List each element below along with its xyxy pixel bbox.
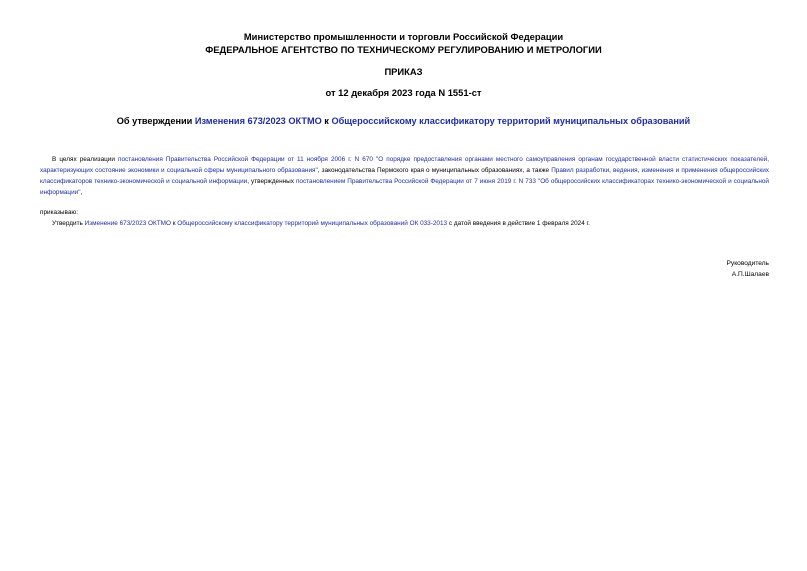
preamble-paragraph — [40, 154, 769, 198]
signature-position: Руководитель — [726, 260, 769, 267]
order-paragraph — [40, 218, 769, 229]
title-link-change[interactable]: Изменения 673/2023 ОКТМО — [194, 116, 322, 126]
order-link-classifier[interactable]: Общероссийскому классификатору территорий муниципальных образований ОК 033-2013 — [177, 220, 448, 227]
document-title — [0, 115, 807, 127]
preamble-text-1: В целях реализации — [52, 156, 118, 163]
document-type: ПРИКАЗ — [384, 66, 423, 77]
title-link-classifier[interactable]: Общероссийскому классификатору территорий муниципальных образований — [331, 116, 691, 126]
title-middle: к — [321, 116, 332, 126]
preamble-text-2: , законодательства Пермского края о муниципальных образованиях, а также — [317, 167, 552, 174]
ministry-name: Министерство промышленности и торговли Российской Федерации — [243, 31, 564, 42]
order-text-1: Утвердить — [52, 220, 85, 227]
order-text-3: с датой введения в действие 1 февраля 2024 г. — [447, 220, 590, 227]
order-text-2: к — [170, 220, 178, 227]
order-link-change[interactable]: Изменение 673/2023 ОКТМО — [84, 220, 171, 227]
preamble-text-3: , утвержденных — [247, 178, 296, 185]
preamble-link-rules[interactable]: Правил разработки, ведения, изменения и применения общероссийских классификаторов технико-экономической и социальной информации — [40, 167, 769, 185]
preamble-link-resolution-733[interactable]: постановлением Правительства Российской Федерации от 7 июня 2019 г. N 733 "Об общероссийских классификаторах технико-экономической и социальной информации" — [40, 178, 769, 196]
signature-name: А.П.Шалаев — [731, 271, 769, 278]
preamble-link-resolution-670[interactable]: постановления Правительства Российской Федерации от 11 ноября 2006 г. N 670 "О порядке предоставления органами местного самоуправления органам государственной власти статистических показателей, характеризующих состояние экономики и социальной сферы муниципального образования" — [40, 156, 769, 174]
preamble-text-4: , — [80, 189, 83, 196]
title-prefix: Об утверждении — [116, 116, 195, 126]
agency-name: ФЕДЕРАЛЬНОЕ АГЕНТСТВО ПО ТЕХНИЧЕСКОМУ РЕГУЛИРОВАНИЮ И МЕТРОЛОГИИ — [205, 44, 602, 55]
document-date: от 12 декабря 2023 года N 1551-ст — [325, 87, 482, 98]
order-word: приказываю: — [40, 209, 78, 216]
